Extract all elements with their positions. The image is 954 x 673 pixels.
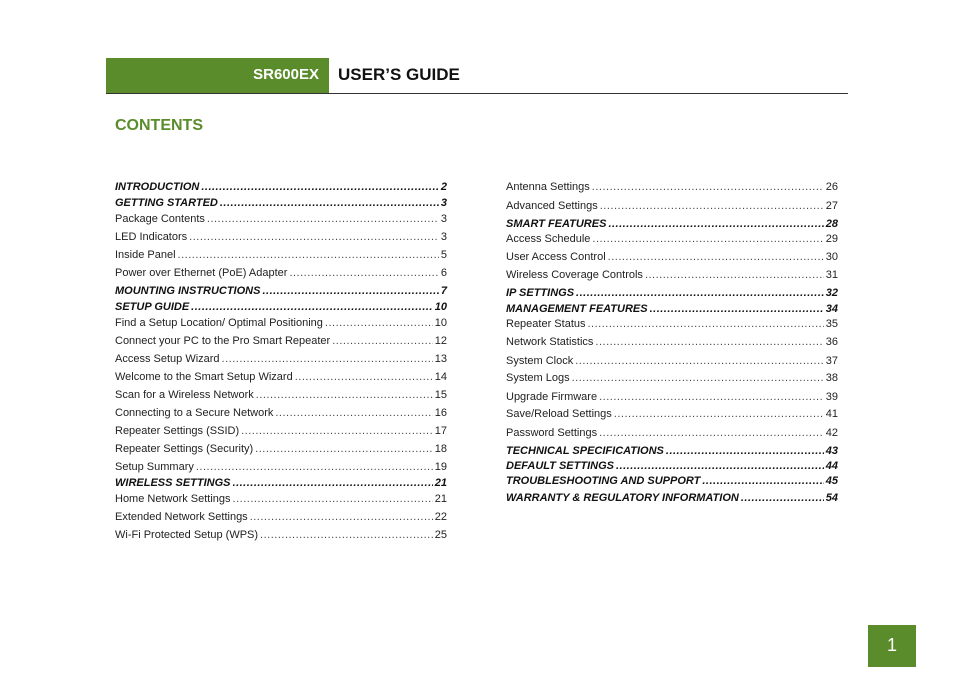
toc-entry[interactable]	[115, 230, 447, 244]
toc-dot-leader	[608, 217, 823, 231]
toc-entry-page: 17	[434, 425, 447, 437]
toc-entry-page: 34	[825, 303, 838, 315]
toc-entry-title: Power over Ethernet (PoE) Adapter	[115, 267, 288, 279]
toc-dot-leader	[178, 248, 439, 262]
toc-dot-leader	[608, 250, 824, 264]
toc-entry[interactable]	[115, 388, 447, 402]
toc-entry-page: 44	[825, 460, 838, 472]
toc-dot-leader	[588, 317, 824, 331]
toc-entry[interactable]	[115, 180, 447, 194]
toc-entry-page: 25	[434, 529, 447, 541]
toc-entry[interactable]	[506, 426, 838, 440]
toc-entry-page: 15	[434, 389, 447, 401]
toc-entry-page: 14	[434, 371, 447, 383]
toc-entry-page: 36	[825, 336, 838, 348]
toc-entry-page: 32	[825, 287, 838, 299]
toc-dot-leader	[250, 510, 433, 524]
toc-entry-page: 38	[825, 372, 838, 384]
toc-entry-title: Repeater Status	[506, 318, 586, 330]
toc-dot-leader	[189, 230, 439, 244]
toc-entry-title: Antenna Settings	[506, 181, 590, 193]
toc-entry[interactable]	[115, 460, 447, 474]
toc-entry-title: SETUP GUIDE	[115, 301, 190, 313]
toc-entry-title: System Clock	[506, 355, 574, 367]
toc-entry-page: 29	[825, 233, 838, 245]
toc-entry-page: 16	[434, 407, 447, 419]
toc-dot-leader	[196, 460, 433, 474]
toc-entry[interactable]	[506, 474, 838, 488]
toc-entry-page: 10	[434, 317, 447, 329]
toc-entry-title: Scan for a Wireless Network	[115, 389, 254, 401]
toc-entry-page: 54	[825, 492, 838, 504]
toc-entry[interactable]	[506, 199, 838, 213]
toc-dot-leader	[201, 180, 439, 194]
toc-entry[interactable]	[506, 335, 838, 349]
toc-entry[interactable]	[506, 317, 838, 331]
toc-entry-title: Setup Summary	[115, 461, 194, 473]
toc-dot-leader	[666, 444, 824, 458]
toc-entry-title: Repeater Settings (Security)	[115, 443, 254, 455]
toc-dot-leader	[289, 266, 438, 280]
toc-entry-page: 21	[434, 493, 447, 505]
toc-entry-page: 28	[825, 218, 838, 230]
toc-entry-title: Access Schedule	[506, 233, 591, 245]
toc-entry-title: Welcome to the Smart Setup Wizard	[115, 371, 293, 383]
model-name: SR600EX	[253, 66, 319, 83]
toc-entry[interactable]	[115, 528, 447, 542]
toc-entry-page: 37	[825, 355, 838, 367]
toc-entry[interactable]	[506, 390, 838, 404]
toc-entry-title: MANAGEMENT FEATURES	[506, 303, 648, 315]
toc-dot-leader	[262, 284, 438, 298]
toc-entry-title: Advanced Settings	[506, 200, 598, 212]
toc-entry[interactable]	[506, 491, 838, 505]
toc-dot-leader	[645, 268, 824, 282]
toc-entry-page: 3	[440, 231, 447, 243]
toc-entry-page: 5	[440, 249, 447, 261]
header-divider	[106, 93, 848, 94]
toc-entry[interactable]	[115, 492, 447, 506]
toc-entry-title: Connect your PC to the Pro Smart Repeater	[115, 335, 331, 347]
toc-dot-leader	[599, 390, 824, 404]
toc-dot-leader	[599, 426, 824, 440]
toc-entry-title: DEFAULT SETTINGS	[506, 460, 614, 472]
toc-entry[interactable]	[506, 371, 838, 385]
toc-entry[interactable]	[115, 196, 447, 210]
toc-entry-page: 45	[825, 475, 838, 487]
toc-entry[interactable]	[506, 286, 838, 300]
toc-dot-leader	[592, 232, 823, 246]
toc-entry-title: Wireless Coverage Controls	[506, 269, 643, 281]
toc-dot-leader	[650, 302, 824, 316]
toc-entry-page: 42	[825, 427, 838, 439]
toc-dot-leader	[220, 196, 439, 210]
toc-dot-leader	[600, 199, 824, 213]
toc-entry-title: Password Settings	[506, 427, 598, 439]
toc-entry-page: 22	[434, 511, 447, 523]
toc-entry-title: MOUNTING INSTRUCTIONS	[115, 285, 261, 297]
toc-entry[interactable]	[115, 284, 447, 298]
toc-entry[interactable]	[506, 180, 838, 194]
toc-dot-leader	[295, 370, 433, 384]
toc-entry-title: TROUBLESHOOTING AND SUPPORT	[506, 475, 701, 487]
toc-entry[interactable]	[506, 459, 838, 473]
toc-entry[interactable]	[115, 334, 447, 348]
toc-entry-page: 26	[825, 181, 838, 193]
toc-dot-leader	[207, 212, 439, 226]
toc-entry-page: 13	[434, 353, 447, 365]
toc-entry-title: GETTING STARTED	[115, 197, 218, 209]
toc-entry-page: 43	[825, 445, 838, 457]
toc-entry-title: System Logs	[506, 372, 570, 384]
header-band	[106, 58, 329, 93]
toc-entry-title: Inside Panel	[115, 249, 176, 261]
toc-entry-title: Repeater Settings (SSID)	[115, 425, 240, 437]
toc-dot-leader	[256, 388, 433, 402]
toc-entry-page: 18	[434, 443, 447, 455]
toc-entry[interactable]	[115, 212, 447, 226]
toc-entry-page: 41	[825, 408, 838, 420]
toc-entry[interactable]	[506, 217, 838, 231]
toc-entry[interactable]	[115, 352, 447, 366]
toc-entry-title: Extended Network Settings	[115, 511, 248, 523]
toc-entry-page: 30	[825, 251, 838, 263]
toc-entry-page: 19	[434, 461, 447, 473]
toc-entry-title: User Access Control	[506, 251, 606, 263]
toc-dot-leader	[572, 371, 824, 385]
toc-entry[interactable]	[115, 476, 447, 490]
toc-entry-page: 35	[825, 318, 838, 330]
toc-dot-leader	[233, 476, 433, 490]
toc-entry-title: INTRODUCTION	[115, 181, 200, 193]
toc-dot-leader	[260, 528, 433, 542]
toc-entry-page: 3	[440, 197, 447, 209]
toc-entry[interactable]	[115, 510, 447, 524]
guide-title: USER’S GUIDE	[338, 65, 460, 84]
toc-entry-title: IP SETTINGS	[506, 287, 575, 299]
toc-entry-page: 31	[825, 269, 838, 281]
toc-entry-title: WARRANTY & REGULATORY INFORMATION	[506, 492, 739, 504]
toc-dot-leader	[325, 316, 433, 330]
page-number: 1	[886, 635, 897, 655]
toc-dot-leader	[595, 335, 823, 349]
toc-dot-leader	[702, 474, 823, 488]
toc-dot-leader	[241, 424, 433, 438]
toc-dot-leader	[576, 286, 824, 300]
toc-entry-title: LED Indicators	[115, 231, 188, 243]
toc-entry-title: Home Network Settings	[115, 493, 231, 505]
toc-entry-page: 12	[434, 335, 447, 347]
toc-entry-page: 10	[434, 301, 447, 313]
toc-dot-leader	[616, 459, 824, 473]
toc-entry[interactable]	[115, 406, 447, 420]
toc-entry[interactable]	[506, 268, 838, 282]
toc-entry-title: Access Setup Wizard	[115, 353, 220, 365]
toc-dot-leader	[255, 442, 433, 456]
toc-dot-leader	[575, 354, 824, 368]
toc-entry-page: 6	[440, 267, 447, 279]
toc-entry[interactable]	[506, 407, 838, 421]
toc-entry[interactable]	[115, 300, 447, 314]
toc-entry-title: TECHNICAL SPECIFICATIONS	[506, 445, 664, 457]
toc-entry[interactable]	[115, 424, 447, 438]
contents-heading: CONTENTS	[115, 117, 203, 134]
toc-entry[interactable]	[115, 316, 447, 330]
toc-entry-title: Network Statistics	[506, 336, 594, 348]
toc-entry-title: Find a Setup Location/ Optimal Positioning	[115, 317, 323, 329]
toc-entry-page: 3	[440, 213, 447, 225]
toc-entry-page: 21	[434, 477, 447, 489]
toc-entry-title: SMART FEATURES	[506, 218, 607, 230]
toc-entry-page: 7	[440, 285, 447, 297]
toc-entry[interactable]	[506, 444, 838, 458]
toc-entry-title: Save/Reload Settings	[506, 408, 612, 420]
toc-entry[interactable]	[506, 250, 838, 264]
toc-entry-page: 27	[825, 200, 838, 212]
toc-dot-leader	[222, 352, 433, 366]
toc-dot-leader	[233, 492, 433, 506]
page-number-box	[868, 625, 916, 667]
toc-entry-page: 2	[440, 181, 447, 193]
toc-entry-title: Package Contents	[115, 213, 205, 225]
toc-dot-leader	[741, 491, 824, 505]
toc-dot-leader	[592, 180, 824, 194]
toc-dot-leader	[332, 334, 433, 348]
toc-entry-title: Upgrade Firmware	[506, 391, 598, 403]
toc-dot-leader	[614, 407, 824, 421]
toc-entry[interactable]	[115, 442, 447, 456]
toc-entry[interactable]	[115, 266, 447, 280]
toc-entry[interactable]	[115, 248, 447, 262]
toc-entry-title: Wi-Fi Protected Setup (WPS)	[115, 529, 259, 541]
toc-entry[interactable]	[506, 354, 838, 368]
toc-entry[interactable]	[506, 302, 838, 316]
toc-entry[interactable]	[115, 370, 447, 384]
toc-entry-title: WIRELESS SETTINGS	[115, 477, 231, 489]
toc-entry-title: Connecting to a Secure Network	[115, 407, 274, 419]
toc-entry-page: 39	[825, 391, 838, 403]
toc-dot-leader	[191, 300, 433, 314]
toc-entry[interactable]	[506, 232, 838, 246]
toc-dot-leader	[275, 406, 432, 420]
